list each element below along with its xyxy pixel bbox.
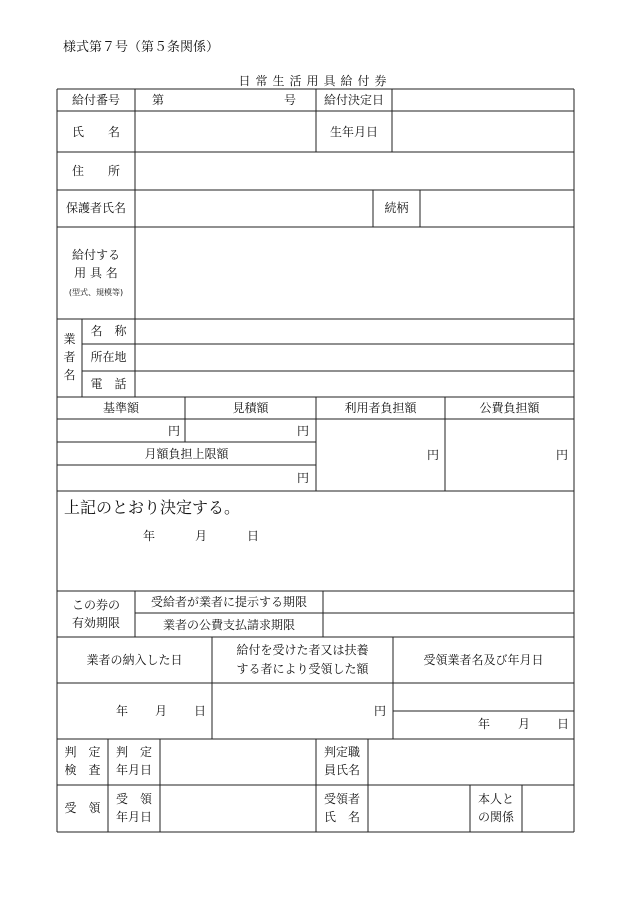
label-judge-inspect-line1: 判 定	[64, 745, 101, 759]
delivery-year: 年	[116, 704, 129, 718]
label-monthly-cap: 月額負担上限額	[144, 447, 229, 461]
vendor-day: 日	[557, 717, 570, 731]
label-receipt: 受 領	[64, 801, 101, 815]
label-received-amount-line2: する者により受領した額	[236, 662, 369, 676]
label-claim-deadline: 業者の公費支払請求期限	[162, 618, 295, 632]
label-guardian-name: 保護者氏名	[65, 201, 126, 215]
label-item-line1: 給付する	[71, 248, 120, 262]
label-decision-date: 給付決定日	[323, 93, 384, 107]
label-judge-inspect-line2: 検 査	[64, 763, 101, 777]
yen-estimate: 円	[297, 424, 310, 438]
form-title: 日常生活用具給付券	[238, 74, 392, 88]
label-number-suffix: 号	[284, 93, 297, 107]
vendor-year: 年	[478, 717, 491, 731]
yen-standard: 円	[168, 424, 181, 438]
label-name: 氏 名	[71, 125, 120, 139]
label-item-note: (型式、規模等)	[68, 288, 124, 297]
label-item-line2: 用 具 名	[74, 266, 118, 280]
yen-public-burden: 円	[556, 448, 569, 462]
label-vendor-phone: 電 話	[90, 377, 127, 391]
delivery-month: 月	[155, 704, 168, 718]
label-receipt-date-line1: 受 領	[115, 792, 152, 806]
label-vendor-location: 所在地	[90, 350, 127, 364]
label-judge-date-line2: 年月日	[115, 763, 152, 777]
label-recipient-name-line2: 氏 名	[323, 810, 360, 824]
label-user-burden: 利用者負担額	[344, 401, 417, 415]
decision-month: 月	[195, 529, 208, 543]
label-validity-line2: 有効期限	[71, 616, 120, 630]
vendor-month: 月	[518, 717, 531, 731]
label-grant-number: 給付番号	[71, 93, 120, 107]
label-received-amount-line1: 給付を受けた者又は扶養	[236, 643, 369, 657]
yen-user-burden: 円	[427, 448, 440, 462]
label-vendor-name: 名 称	[90, 324, 127, 338]
delivery-day: 日	[194, 704, 207, 718]
label-judge-officer-line2: 員氏名	[323, 763, 360, 777]
label-judge-officer-line1: 判定職	[323, 745, 360, 759]
decision-statement: 上記のとおり決定する。	[64, 498, 241, 517]
yen-received: 円	[374, 704, 387, 718]
decision-day: 日	[247, 529, 260, 543]
label-judge-date-line1: 判 定	[115, 745, 152, 759]
label-estimate-amount: 見積額	[232, 401, 269, 415]
decision-year: 年	[143, 529, 156, 543]
label-delivery-date: 業者の納入した日	[86, 653, 183, 667]
label-vendor: 業 者 名	[63, 332, 76, 382]
label-relation-line1: 本人と	[477, 792, 514, 806]
label-relationship: 続柄	[384, 201, 409, 215]
label-present-deadline: 受給者が業者に提示する期限	[150, 595, 307, 609]
label-number-prefix: 第	[152, 93, 165, 107]
form-code: 様式第７号（第５条関係）	[63, 40, 220, 55]
label-receiving-vendor: 受領業者名及び年月日	[423, 653, 544, 667]
label-recipient-name-line1: 受領者	[323, 792, 360, 806]
label-standard-amount: 基準額	[102, 401, 139, 415]
label-validity-line1: この券の	[71, 598, 120, 612]
label-birth-date: 生年月日	[329, 125, 378, 139]
label-public-burden: 公費負担額	[479, 401, 540, 415]
yen-monthly-cap: 円	[297, 471, 310, 485]
label-receipt-date-line2: 年月日	[115, 810, 152, 824]
label-relation-line2: の関係	[477, 810, 514, 824]
label-address: 住 所	[71, 164, 120, 178]
